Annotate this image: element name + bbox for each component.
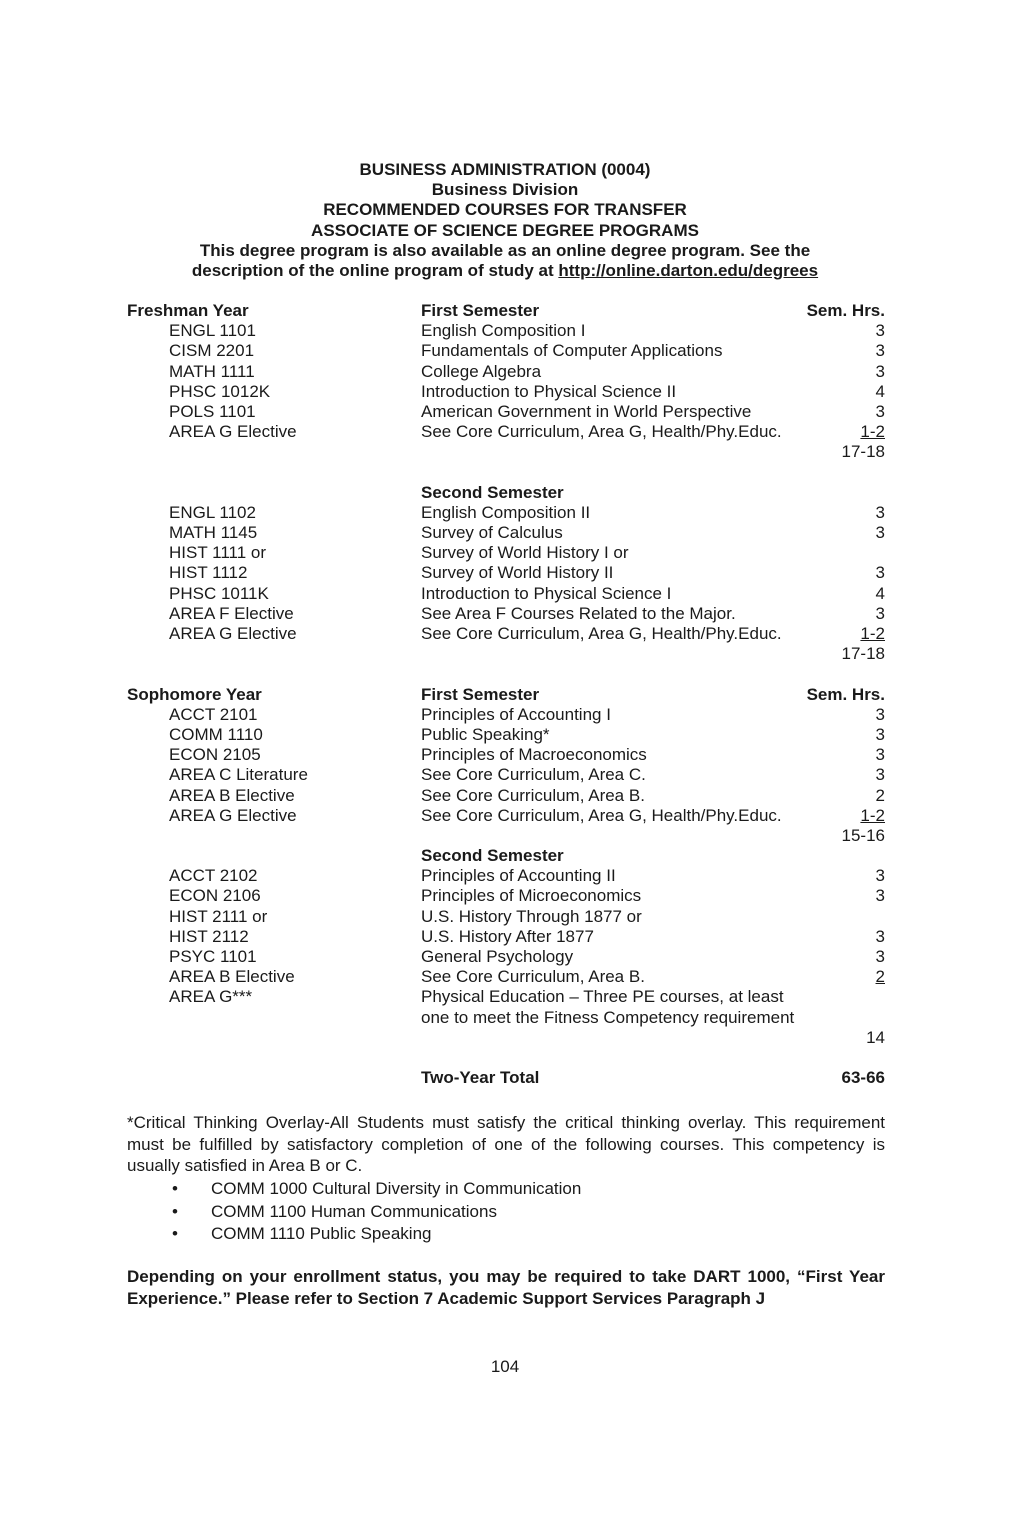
course-hours: 3 — [875, 321, 885, 341]
course-title: See Core Curriculum, Area C. — [421, 765, 646, 785]
table-row — [127, 786, 885, 806]
course-title: Introduction to Physical Science I — [421, 583, 672, 603]
course-hours: 3 — [875, 765, 885, 785]
course-title: Principles of Accounting I — [421, 704, 611, 724]
table-row — [127, 341, 885, 361]
course-code: AREA F Elective — [169, 603, 294, 623]
course-hours: 4 — [875, 583, 885, 603]
course-title: Introduction to Physical Science II — [421, 381, 677, 401]
table-row — [127, 624, 885, 644]
course-code: PSYC 1101 — [169, 947, 257, 966]
course-code: ACCT 2102 — [169, 866, 258, 886]
online-description-text: description of the online program of study at — [191, 261, 559, 281]
table-row — [127, 523, 885, 543]
page-number: 104 — [490, 1357, 520, 1376]
course-code: POLS 1101 — [169, 401, 256, 421]
course-code: MATH 1145 — [169, 523, 258, 543]
table-row — [127, 967, 885, 987]
course-code: AREA G Elective — [169, 624, 297, 643]
course-title: U.S. History After 1877 — [421, 926, 594, 946]
course-hours: 3 — [875, 401, 885, 421]
year-label: Freshman Year — [127, 301, 249, 320]
table-row — [127, 806, 885, 826]
list-item — [127, 1178, 885, 1201]
freshman-second-semester-header — [127, 483, 885, 503]
degree-heading: ASSOCIATE OF SCIENCE DEGREE PROGRAMS — [311, 220, 699, 240]
bullet-icon: • — [172, 1201, 178, 1221]
course-code: COMM 1110 — [169, 724, 263, 744]
semester-total-row — [127, 644, 885, 664]
course-hours: 3 — [875, 563, 885, 583]
table-row — [127, 765, 885, 785]
list-item — [127, 1201, 885, 1224]
course-title: See Core Curriculum, Area G, Health/Phy.Educ. — [421, 422, 782, 442]
section-heading: RECOMMENDED COURSES FOR TRANSFER — [323, 200, 687, 220]
table-row — [127, 402, 885, 422]
course-code: AREA G*** — [169, 987, 253, 1007]
course-code: ACCT 2101 — [169, 704, 258, 724]
sophomore-first-semester-header — [127, 685, 885, 705]
course-hours: 3 — [875, 866, 885, 886]
document-header — [0, 160, 1010, 281]
semester-label: Second Semester — [421, 482, 564, 502]
table-row — [127, 543, 885, 563]
semester-total-row — [127, 442, 885, 462]
table-row — [127, 725, 885, 745]
semester-total-row — [127, 826, 885, 846]
course-code: AREA G Elective — [169, 422, 297, 442]
bullet-icon: • — [172, 1224, 178, 1244]
table-row — [127, 382, 885, 402]
course-code: ENGL 1102 — [169, 502, 256, 522]
spacer — [127, 664, 885, 684]
course-hours: 1-2 — [860, 422, 885, 442]
semester-total-row — [127, 1028, 885, 1048]
course-title: General Psychology — [421, 947, 574, 966]
course-title: College Algebra — [421, 361, 542, 381]
course-title: Principles of Macroeconomics — [421, 745, 647, 765]
course-hours: 3 — [875, 523, 885, 543]
table-row — [127, 886, 885, 906]
course-title: Survey of World History II — [421, 563, 614, 583]
course-title: See Core Curriculum, Area B. — [421, 785, 645, 805]
semester-label: Second Semester — [421, 846, 564, 866]
course-code: ENGL 1101 — [169, 321, 256, 341]
table-row — [127, 503, 885, 523]
table-row — [127, 927, 885, 947]
list-item — [127, 1223, 885, 1246]
program-title: BUSINESS ADMINISTRATION (0004) — [359, 160, 651, 179]
semester-total: 17-18 — [841, 442, 885, 462]
course-hours: 3 — [875, 886, 885, 906]
course-title: Physical Education – Three PE courses, at least — [421, 987, 784, 1007]
semester-total: 17-18 — [841, 644, 885, 664]
course-hours: 1-2 — [860, 624, 885, 643]
online-description-line — [0, 261, 1010, 281]
course-title: Survey of Calculus — [421, 523, 563, 543]
division-name: Business Division — [431, 180, 579, 200]
course-code: AREA C Literature — [169, 765, 308, 785]
course-title: one to meet the Fitness Competency requirement — [421, 1007, 795, 1027]
course-hours: 3 — [875, 361, 885, 381]
table-row — [127, 907, 885, 927]
semester-total: 14 — [866, 1027, 885, 1047]
table-row — [127, 1008, 885, 1028]
two-year-total-row — [127, 1068, 885, 1088]
course-title: English Composition I — [421, 321, 586, 341]
course-title: See Core Curriculum, Area G, Health/Phy.Educ. — [421, 805, 782, 825]
course-hours: 2 — [875, 785, 885, 805]
online-degrees-link[interactable]: http://online.darton.edu/degrees — [558, 261, 819, 281]
course-hours: 3 — [875, 704, 885, 724]
semester-label: First Semester — [421, 684, 540, 704]
spacer — [127, 1048, 885, 1068]
sophomore-second-semester-header — [127, 846, 885, 866]
course-hours: 1-2 — [860, 805, 885, 825]
course-code: ECON 2105 — [169, 745, 261, 765]
list-item-text: COMM 1100 Human Communications — [211, 1201, 497, 1221]
bullet-icon: • — [172, 1179, 178, 1198]
course-code: PHSC 1012K — [169, 381, 271, 401]
table-row — [127, 563, 885, 583]
course-hours: 3 — [875, 603, 885, 623]
course-code: AREA B Elective — [169, 967, 295, 987]
course-title: U.S. History Through 1877 or — [421, 906, 642, 926]
course-code: ECON 2106 — [169, 886, 261, 906]
table-row — [127, 987, 885, 1007]
semester-label: First Semester — [421, 301, 540, 320]
table-row — [127, 321, 885, 341]
course-title: Principles of Microeconomics — [421, 886, 642, 906]
total-value: 63-66 — [841, 1068, 885, 1088]
course-title: See Core Curriculum, Area G, Health/Phy.Educ. — [421, 624, 782, 643]
list-item-text: COMM 1110 Public Speaking — [211, 1224, 432, 1244]
course-code: HIST 1112 — [169, 563, 248, 583]
course-hours: 4 — [875, 381, 885, 401]
freshman-first-semester-header — [127, 301, 885, 321]
course-hours: 3 — [875, 341, 885, 361]
table-row — [127, 745, 885, 765]
course-code: AREA G Elective — [169, 805, 297, 825]
course-title: Survey of World History I or — [421, 543, 629, 563]
course-title: See Area F Courses Related to the Major. — [421, 603, 736, 623]
course-code: AREA B Elective — [169, 785, 295, 805]
table-row — [127, 584, 885, 604]
course-title: See Core Curriculum, Area B. — [421, 967, 645, 987]
course-hours: 3 — [875, 947, 885, 966]
course-code: HIST 2112 — [169, 926, 249, 946]
course-title: English Composition II — [421, 502, 591, 522]
hours-header: Sem. Hrs. — [806, 301, 885, 320]
spacer — [127, 463, 885, 483]
course-code: HIST 2111 or — [169, 906, 268, 926]
year-label: Sophomore Year — [127, 684, 262, 704]
total-label: Two-Year Total — [421, 1068, 540, 1088]
semester-total: 15-16 — [841, 825, 885, 845]
bullet-list — [127, 1178, 885, 1246]
table-row — [127, 866, 885, 886]
enrollment-note: Depending on your enrollment status, you may be required to take DART 1000, “First Year Experience.” Please refer to Section 7 Academic Support Services Paragraph J — [127, 1267, 885, 1308]
course-title: Public Speaking* — [421, 724, 550, 744]
table-row — [127, 604, 885, 624]
course-code: MATH 1111 — [169, 361, 255, 381]
course-title: Principles of Accounting II — [421, 866, 616, 886]
course-code: PHSC 1011K — [169, 583, 269, 603]
course-hours: 3 — [875, 926, 885, 946]
course-title: American Government in World Perspective — [421, 401, 752, 421]
table-row — [127, 362, 885, 382]
table-row — [127, 422, 885, 442]
course-hours: 3 — [875, 724, 885, 744]
course-code: CISM 2201 — [169, 341, 255, 361]
course-hours: 3 — [875, 745, 885, 765]
course-hours: 3 — [875, 502, 885, 522]
list-item-text: COMM 1000 Cultural Diversity in Communication — [211, 1179, 582, 1198]
table-row — [127, 705, 885, 725]
hours-header: Sem. Hrs. — [806, 684, 885, 704]
course-hours: 2 — [875, 967, 885, 987]
online-availability-note: This degree program is also available as an online degree program. See the — [199, 240, 811, 260]
critical-thinking-note: *Critical Thinking Overlay-All Students must satisfy the critical thinking overlay. This requirement must be fulfilled by satisfactory completion of one of the following courses. This competency is usually satisfied in Area B or C. — [127, 1113, 885, 1175]
table-row — [127, 947, 885, 967]
course-title: Fundamentals of Computer Applications — [421, 341, 723, 361]
course-code: HIST 1111 or — [169, 543, 267, 563]
course-table — [127, 301, 885, 1088]
